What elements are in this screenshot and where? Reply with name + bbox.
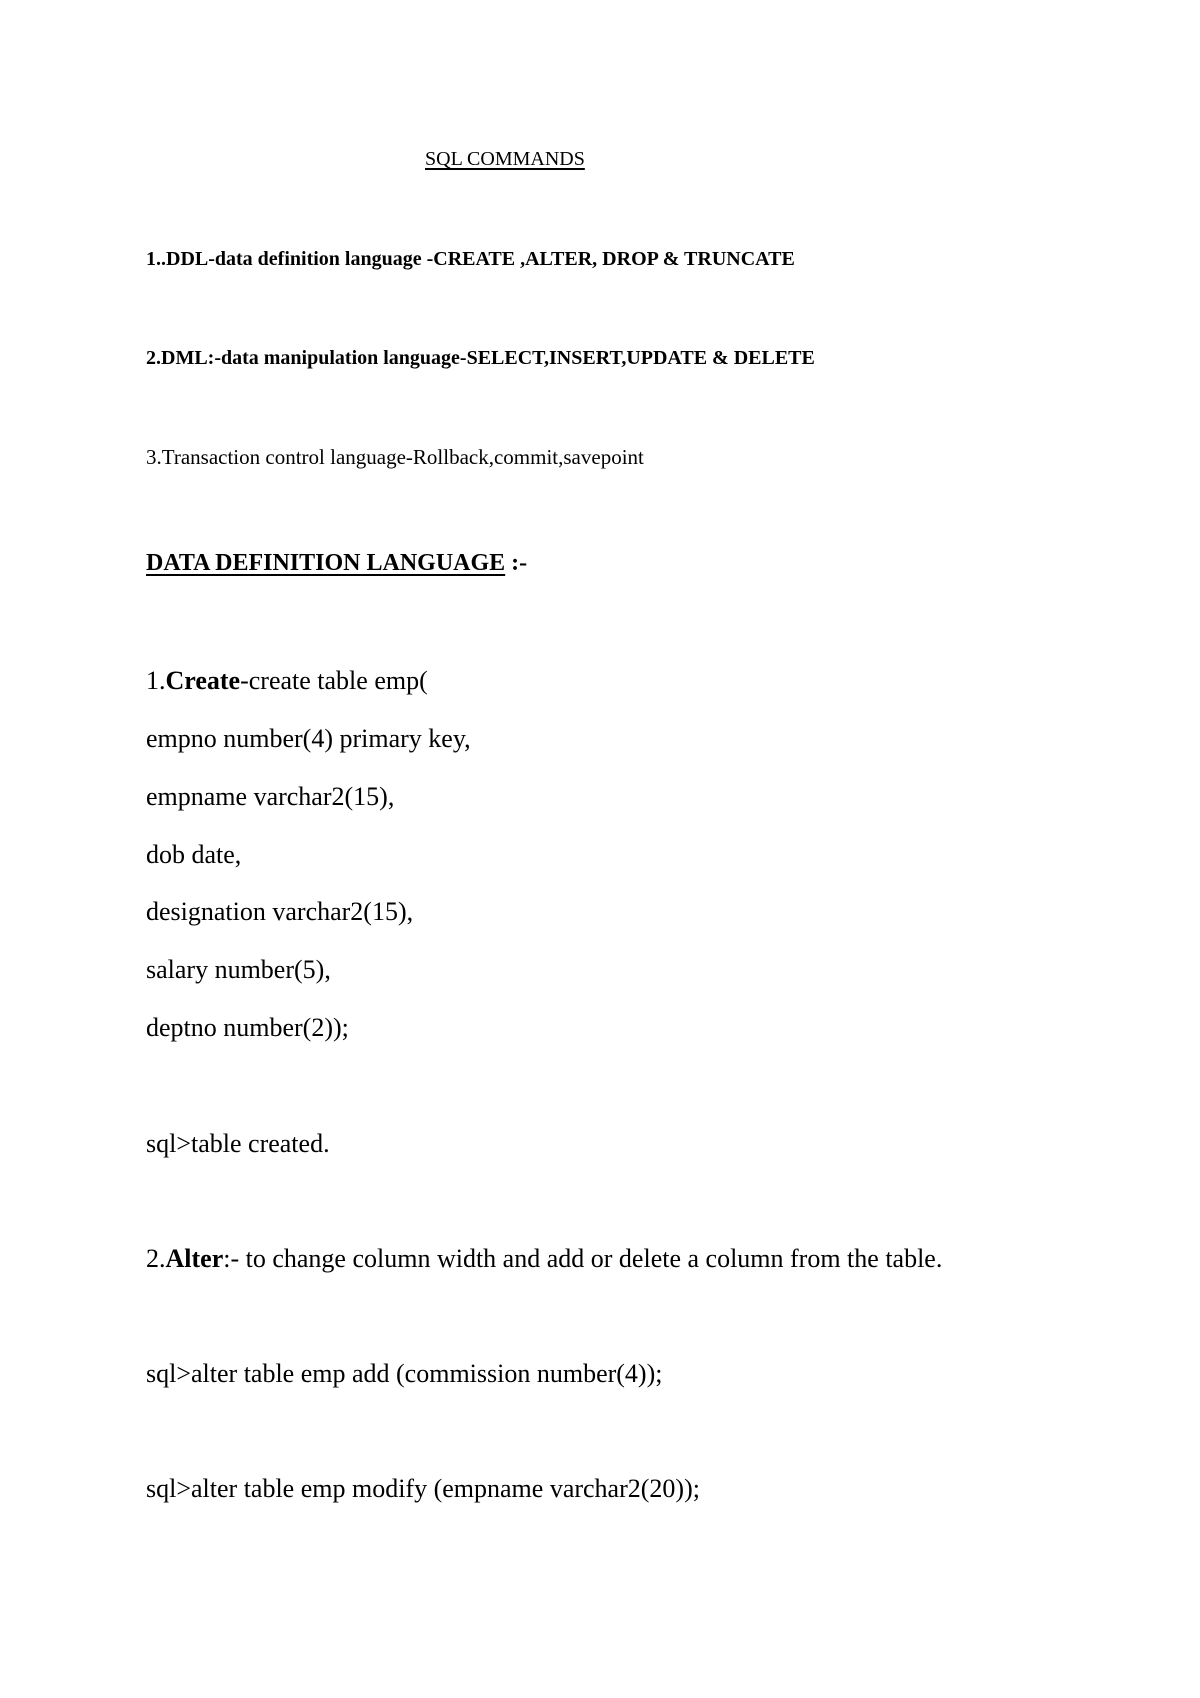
create-column-line: empname varchar2(15), — [146, 782, 395, 811]
alter-keyword: Alter — [165, 1244, 224, 1273]
alter-statement: sql>alter table emp add (commission number(4)); — [146, 1359, 663, 1388]
section-heading — [146, 551, 527, 575]
document-title: SQL COMMANDS — [425, 148, 585, 170]
create-result: sql>table created. — [146, 1129, 330, 1158]
section-heading-text: DATA DEFINITION LANGUAGE — [146, 550, 506, 576]
intro-item-tcl: 3.Transaction control language-Rollback,commit,savepoint — [146, 445, 644, 469]
create-rest: -create table emp( — [240, 666, 428, 695]
intro-item-ddl: 1..DDL-data definition language -CREATE ,ALTER, DROP & TRUNCATE — [146, 248, 795, 270]
alter-statement: sql>alter table emp modify (empname varchar2(20)); — [146, 1474, 700, 1503]
create-column-line: deptno number(2)); — [146, 1013, 349, 1042]
create-number: 1. — [146, 666, 166, 695]
create-line — [146, 668, 428, 694]
create-column-line: empno number(4) primary key, — [146, 724, 471, 753]
intro-item-dml: 2.DML:-data manipulation language-SELECT,INSERT,UPDATE & DELETE — [146, 347, 815, 369]
create-keyword: Create — [165, 666, 241, 695]
alter-number: 2. — [146, 1244, 166, 1273]
alter-line — [146, 1246, 942, 1272]
section-heading-suffix: :- — [505, 550, 528, 576]
alter-rest: :- to change column width and add or delete a column from the table. — [223, 1244, 943, 1273]
create-column-line: dob date, — [146, 840, 242, 869]
create-column-line: designation varchar2(15), — [146, 897, 414, 926]
create-column-line: salary number(5), — [146, 955, 331, 984]
